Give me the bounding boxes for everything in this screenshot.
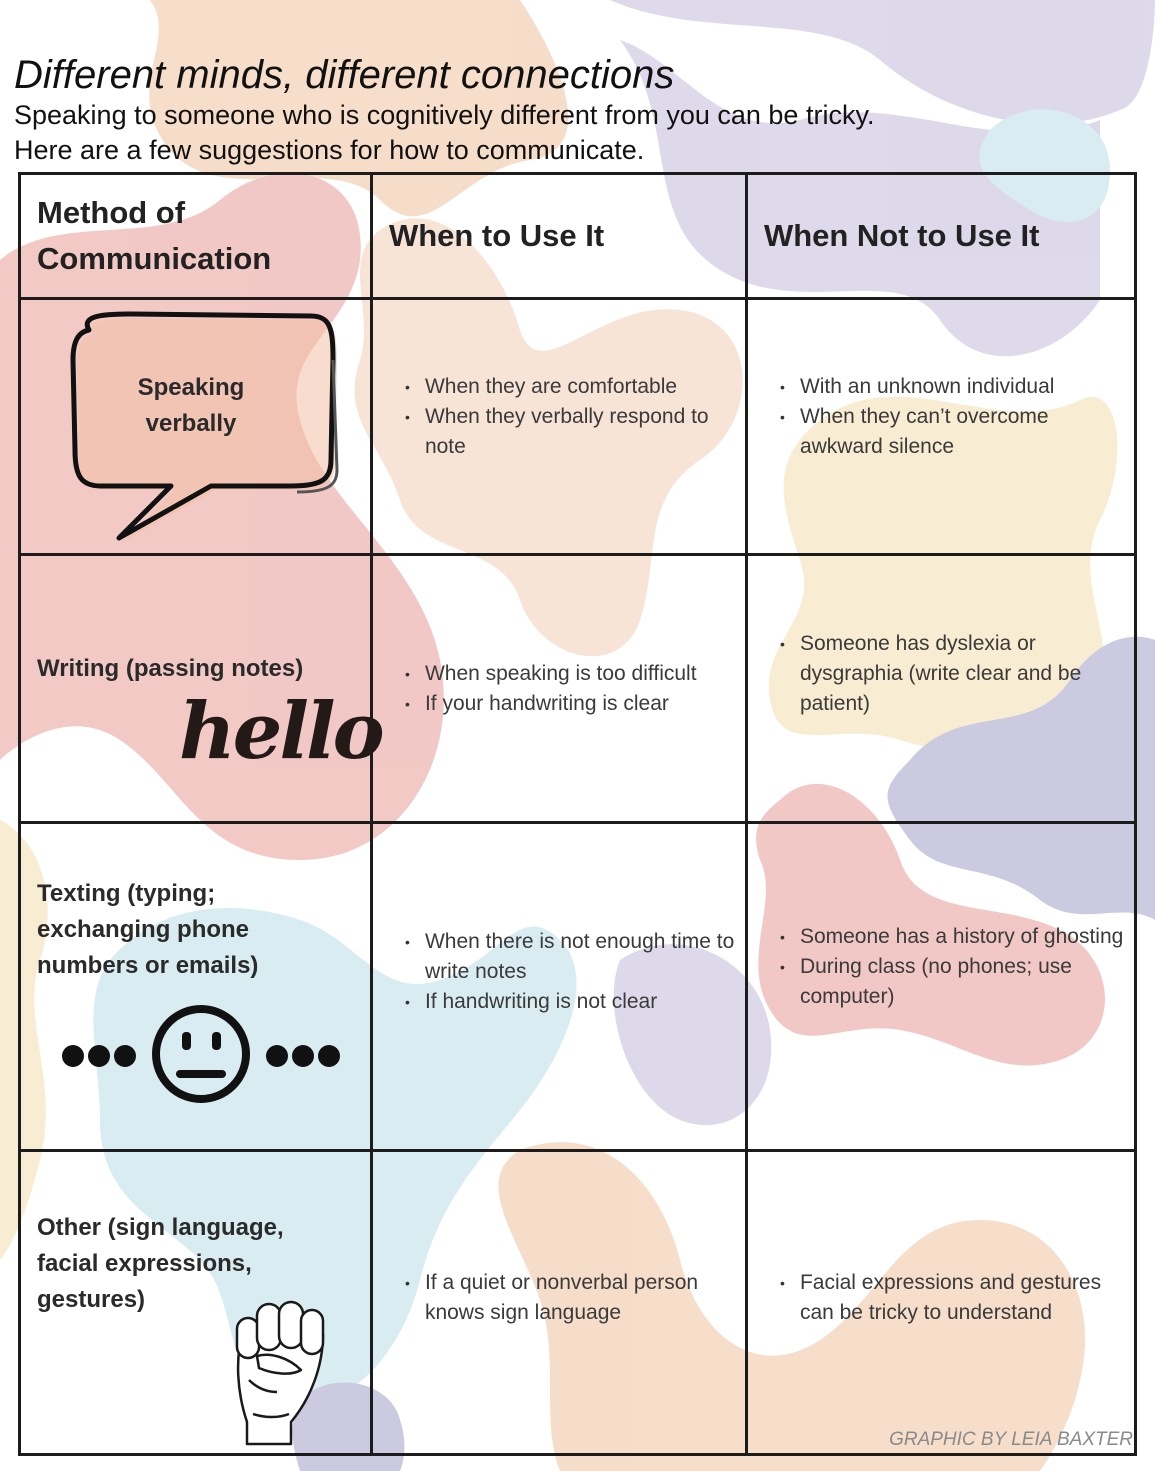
when-to-use-list (373, 1268, 745, 1328)
method-cell-writing (20, 555, 382, 823)
header-when-not-to-use: When Not to Use It (746, 174, 1135, 299)
when-not-to-use-cell (746, 299, 1135, 555)
speech-bubble-line2: verbally (145, 410, 237, 437)
header-method-line2: Communication (37, 241, 272, 276)
method-label-line: numbers or emails) (37, 952, 259, 979)
page-subtitle-line1: Speaking to someone who is cognitively different from you can be tricky. (14, 100, 875, 130)
list-item: • When they verbally respond to note (425, 402, 735, 462)
speech-bubble-line1: Speaking (137, 374, 245, 401)
list-item: • If a quiet or nonverbal person knows sign language (425, 1268, 735, 1328)
method-label-line: Other (sign language, (37, 1214, 284, 1241)
when-to-use-list (373, 372, 745, 462)
method-cell-speaking (20, 299, 372, 555)
when-to-use-cell (371, 299, 746, 555)
when-to-use-cell (371, 1151, 746, 1455)
list-item: • When they are comfortable (425, 372, 735, 402)
method-label-line: gestures) (37, 1286, 146, 1313)
list-item: • With an unknown individual (800, 372, 1124, 402)
header-row (20, 174, 1136, 299)
page-subtitle-line2: Here are a few suggestions for how to communicate. (14, 135, 645, 165)
list-item: • When there is not enough time to write notes (425, 927, 735, 987)
method-cell-texting (20, 823, 372, 1151)
neutral-face-icon (21, 824, 372, 1152)
list-item: • If handwriting is not clear (425, 987, 735, 1017)
table-row (20, 299, 1136, 555)
header-method (20, 174, 372, 299)
hello-illustration: hello (179, 686, 382, 777)
method-cell-other (20, 1151, 372, 1455)
when-to-use-cell (371, 555, 746, 823)
table-row (20, 555, 1136, 823)
table-row (20, 823, 1136, 1151)
list-item: • During class (no phones; use computer) (800, 952, 1124, 1012)
speech-bubble-label (101, 370, 281, 442)
when-to-use-cell (371, 823, 746, 1151)
when-to-use-list (373, 927, 745, 1017)
communication-table (18, 172, 1137, 1456)
header-method-line1: Method of (37, 195, 186, 230)
table-row (20, 1151, 1136, 1455)
list-item: • When they can’t overcome awkward silence (800, 402, 1124, 462)
list-item: • Someone has dyslexia or dysgraphia (write clear and be patient) (800, 629, 1124, 719)
when-to-use-list (373, 659, 745, 719)
when-not-to-use-cell (746, 1151, 1135, 1455)
list-item: • Facial expressions and gestures can be tricky to understand (800, 1268, 1124, 1328)
list-item: • Someone has a history of ghosting (800, 922, 1124, 952)
raised-fist-icon (21, 1152, 372, 1456)
page-header (14, 52, 1114, 168)
when-not-to-use-list (748, 629, 1134, 719)
method-label-writing: Writing (passing notes) (37, 655, 304, 682)
when-not-to-use-list (748, 1268, 1134, 1328)
when-not-to-use-list (748, 372, 1134, 462)
method-label-line: Texting (typing; (37, 880, 216, 907)
list-item: • If your handwriting is clear (425, 689, 735, 719)
when-not-to-use-cell (746, 555, 1135, 823)
page-title: Different minds, different connections (14, 53, 675, 97)
when-not-to-use-list (748, 922, 1134, 1012)
list-item: • When speaking is too difficult (425, 659, 735, 689)
method-label-line: exchanging phone (37, 916, 250, 943)
method-label-line: facial expressions, (37, 1250, 252, 1277)
header-when-to-use: When to Use It (371, 174, 746, 299)
when-not-to-use-cell (746, 823, 1135, 1151)
graphic-credit: GRAPHIC BY LEIA BAXTER (889, 1429, 1133, 1450)
